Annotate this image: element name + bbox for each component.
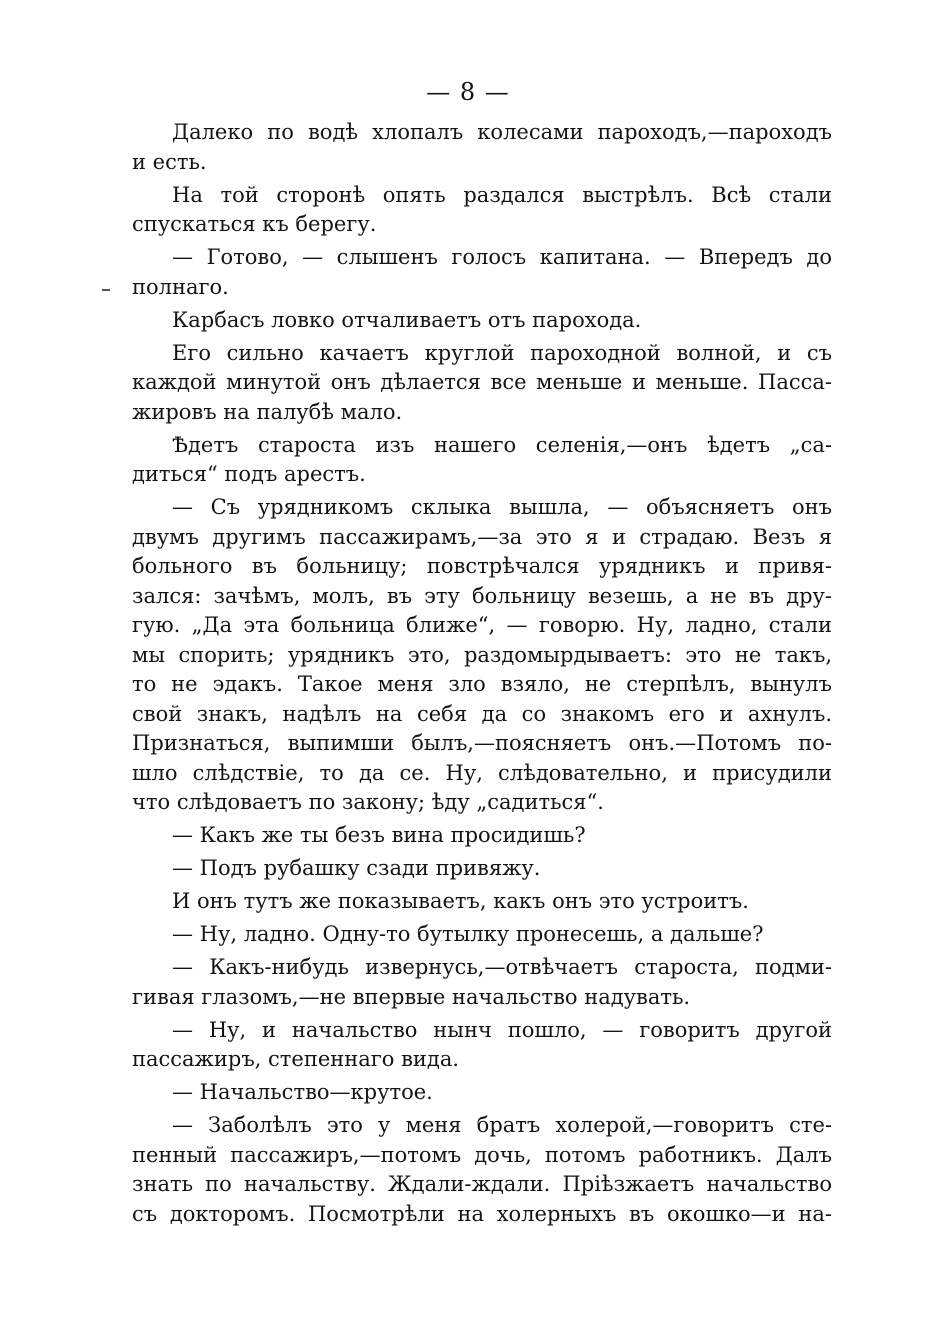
text-line: гую. „Да эта больница ближе“, — говорю. Ну, ладно, стали [132,613,832,637]
text-line: свой знакъ, надѣлъ на себя да со знакомъ его и ахнулъ. [132,701,832,726]
text-line: пенный пассажиръ,—потомъ дочь, потомъ работникъ. Далъ [132,1142,832,1167]
paragraph [132,854,832,884]
text-line: что слѣдоваетъ по закону; ѣду „садиться“. [132,790,604,814]
page-number: — 8 — [426,78,510,106]
body-text [132,118,832,1233]
text-line: шло слѣдствіе, то да се. Ну, слѣдовательно, и присудили [132,760,832,785]
text-line: — Начальство—крутое. [172,1080,433,1104]
text-line: полнаго. [132,274,229,299]
text-line: — Ну, ладно. Одну-то бутылку пронесешь, а дальше? [172,922,764,946]
text-line: И онъ тутъ же показываетъ, какъ онъ это устроитъ. [172,889,749,913]
text-line: — Съ урядникомъ склыка вышла, — объясняетъ онъ [172,495,832,519]
text-line: больного въ больницу; повстрѣчался урядникъ и привя- [132,554,832,578]
paragraph [132,243,832,302]
text-line: пассажиръ, степеннаго вида. [132,1047,460,1071]
paragraph [132,306,832,336]
text-line: знать по начальству. Ждали-ждали. Пріѣзжаетъ начальство [132,1172,832,1196]
text-line: мы спорить; урядникъ это, раздомырдываетъ: это не такъ, [132,642,832,667]
margin-mark [102,289,110,291]
paragraph [132,493,832,818]
paragraph [132,1111,832,1229]
text-line: Карбасъ ловко отчаливаетъ отъ парохода. [172,307,642,332]
text-line: — Какъ-нибудь извернусь,—отвѣчаетъ староста, подми- [172,955,832,979]
text-line: съ докторомъ. Посмотрѣли на холерныхъ въ окошко—и на- [132,1201,832,1226]
text-line: зался: зачѣмъ, молъ, въ эту больницу везешь, а не въ дру- [132,583,832,608]
paragraph [132,118,832,177]
paragraph [132,1078,832,1108]
text-line: На той сторонѣ опять раздался выстрѣлъ. Всѣ стали [172,182,832,207]
text-line: то не эдакъ. Такое меня зло взяло, не стерпѣлъ, вынулъ [132,672,832,696]
text-line: Далеко по водѣ хлопалъ колесами пароходъ,—пароходъ [172,120,832,144]
text-line: гивая глазомъ,—не впервые начальство надувать. [132,984,691,1009]
text-line: — Подъ рубашку сзади привяжу. [172,856,541,880]
text-line: — Ну, и начальство нынч пошло, — говоритъ другой [172,1017,832,1042]
text-line: диться“ подъ арестъ. [132,462,366,486]
text-line: спускаться къ берегу. [132,212,377,236]
paragraph [132,181,832,240]
text-line: Его сильно качаетъ круглой пароходной волной, и съ [172,340,832,365]
paragraph [132,953,832,1012]
paragraph [132,887,832,917]
text-line: жировъ на палубѣ мало. [132,399,403,424]
paragraph [132,339,832,428]
text-line: — Готово, — слышенъ голосъ капитана. — Впередъ до [172,245,832,269]
text-line: каждой минутой онъ дѣлается все меньше и меньше. Пасса- [132,370,832,394]
paragraph [132,1016,832,1075]
text-line: двумъ другимъ пассажирамъ,—за это я и страдаю. Везъ я [132,524,832,549]
text-line: Ѣдетъ староста изъ нашего селенія,—онъ ѣдетъ „са- [172,432,832,457]
paragraph [132,431,832,490]
paragraph [132,920,832,950]
text-line: Признаться, выпимши былъ,—поясняетъ онъ.—Потомъ по- [132,731,832,755]
text-line: — Заболѣлъ это у меня братъ холерой,—говоритъ сте- [172,1113,832,1137]
paragraph [132,821,832,851]
text-line: — Какъ же ты безъ вина просидишь? [172,823,586,847]
text-line: и есть. [132,149,207,174]
